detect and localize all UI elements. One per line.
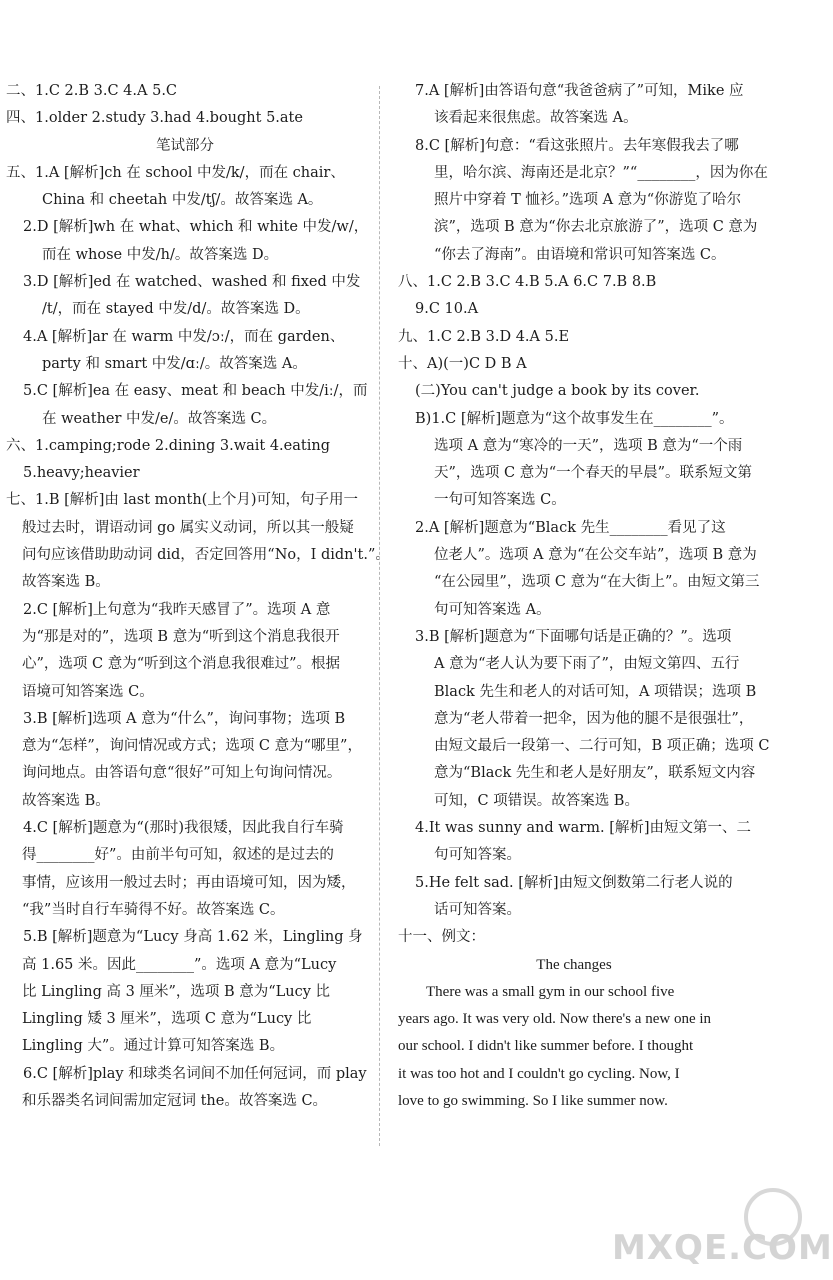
left-column-line: 般过去时，谓语动词 go 属实义动词，所以其一般疑: [22, 519, 354, 536]
right-column-line: 2.A [解析]题意为“Black 先生________看见了这: [415, 519, 726, 536]
right-column-line: years ago. It was very old. Now there's a new one in: [398, 1011, 712, 1028]
left-column-line: 问句应该借助助动词 did，否定回答用“No，I didn't.”。: [22, 547, 390, 564]
left-column-line: 五、1.A [解析]ch 在 school 中发/k/，而在 chair、: [6, 164, 345, 181]
left-column-line: 5.heavy;heavier: [23, 465, 140, 482]
right-column-line: There was a small gym in our school five: [426, 983, 675, 1000]
left-column-line: 2.D [解析]wh 在 what、which 和 white 中发/w/，: [23, 219, 369, 236]
right-column-line: 位老人”。选项 A 意为“在公交车站”，选项 B 意为: [434, 547, 757, 564]
right-column-line: 八、1.C 2.B 3.C 4.B 5.A 6.C 7.B 8.B: [398, 274, 657, 291]
left-column-line: 5.C [解析]ea 在 easy、meat 和 beach 中发/iː/，而: [23, 383, 368, 400]
left-column-line: 2.C [解析]上句意为“我昨天感冒了”。选项 A 意: [23, 601, 331, 618]
right-column-line: 7.A [解析]由答语句意“我爸爸病了”可知，Mike 应: [415, 83, 744, 99]
left-column-line: 得________好”。由前半句可知，叙述的是过去的: [22, 847, 334, 864]
column-divider: [379, 86, 380, 1146]
left-column-line: 为“那是对的”，选项 B 意为“听到这个消息我很开: [22, 628, 340, 645]
left-column-line: 故答案选 B。: [22, 574, 110, 591]
left-column-line: “我”当时自行车骑得不好。故答案选 C。: [22, 901, 285, 918]
left-column-line: 心”，选项 C 意为“听到这个消息我很难过”。根据: [22, 656, 341, 673]
left-column-line: 六、1.camping;rode 2.dining 3.wait 4.eating: [6, 437, 330, 454]
left-column-line: 意为“怎样”，询问情况或方式；选项 C 意为“哪里”，: [22, 738, 362, 755]
left-column-line: 故答案选 B。: [22, 792, 110, 809]
right-column-line: 里，哈尔滨、海南还是北京？”“________，因为你在: [434, 164, 768, 181]
right-column-line: 十、A)(一)C D B A: [398, 355, 527, 372]
left-column-line: 语境可知答案选 C。: [22, 683, 154, 700]
left-column-line: 3.B [解析]选项 A 意为“什么”，询问事物；选项 B: [23, 710, 346, 727]
left-column-line: party 和 smart 中发/ɑː/。故答案选 A。: [42, 355, 307, 372]
right-column-line: 选项 A 意为“寒冷的一天”，选项 B 意为“一个雨: [434, 437, 743, 454]
right-column: [398, 78, 770, 1115]
right-column-line: “在公园里”，选项 C 意为“在大街上”。由短文第三: [434, 574, 760, 591]
right-column-line: 滨”，选项 B 意为“你去北京旅游了”，选项 C 意为: [434, 219, 758, 236]
right-column-line: The changes: [536, 956, 612, 973]
left-column-line: 而在 whose 中发/h/。故答案选 D。: [42, 246, 279, 263]
left-column-line: 七、1.B [解析]由 last month(上个月)可知，句子用一: [6, 492, 358, 509]
left-column: [6, 78, 390, 1115]
right-column-line: it was too hot and I couldn't go cycling. Now, I: [398, 1065, 680, 1082]
left-column-line: China 和 cheetah 中发/tʃ/。故答案选 A。: [42, 192, 323, 209]
left-column-line: 3.D [解析]ed 在 watched、washed 和 fixed 中发: [23, 274, 361, 291]
left-column-line: 四、1.older 2.study 3.had 4.bought 5.ate: [6, 110, 303, 127]
left-column-line: 在 weather 中发/e/。故答案选 C。: [42, 410, 277, 427]
left-column-line: 询问地点。由答语句意“很好”可知上句询问情况。: [22, 765, 342, 782]
right-column-line: 九、1.C 2.B 3.D 4.A 5.E: [398, 328, 570, 345]
left-column-line: 和乐器类名词间需加定冠词 the。故答案选 C。: [22, 1092, 328, 1109]
right-column-line: our school. I didn't like summer before. I thought: [398, 1038, 694, 1055]
right-column-line: B)1.C [解析]题意为“这个故事发生在________”。: [415, 410, 734, 427]
right-column-line: 由短文最后一段第一、二行可知，B 项正确；选项 C: [434, 738, 770, 755]
right-column-line: A 意为“老人认为要下雨了”，由短文第四、五行: [434, 656, 740, 673]
right-column-line: 意为“老人带着一把伞，因为他的腿不是很强壮”，: [434, 710, 754, 727]
right-column-line: 5.He felt sad. [解析]由短文倒数第二行老人说的: [415, 874, 733, 891]
right-column-line: 意为“Black 先生和老人是好朋友”，联系短文内容: [434, 765, 756, 782]
right-column-line: Black 先生和老人的对话可知，A 项错误；选项 B: [434, 683, 757, 700]
right-column-line: love to go swimming. So I like summer now.: [398, 1092, 668, 1109]
right-column-line: 句可知答案。: [434, 847, 521, 864]
right-column-line: 话可知答案。: [434, 901, 521, 918]
watermark-url: MXQE.COM: [612, 1228, 833, 1268]
left-column-line: 事情，应该用一般过去时；再由语境可知，因为矮，: [22, 874, 356, 891]
right-column-line: 3.B [解析]题意为“下面哪句话是正确的？”。选项: [415, 628, 732, 645]
left-column-line: 比 Lingling 高 3 厘米”，选项 B 意为“Lucy 比: [22, 983, 331, 1000]
right-column-line: 该看起来很焦虑。故答案选 A。: [434, 110, 638, 127]
left-column-line: 笔试部分: [156, 137, 214, 154]
left-column-line: 4.C [解析]题意为“(那时)我很矮，因此我自行车骑: [23, 820, 344, 837]
left-column-line: /t/，而在 stayed 中发/d/。故答案选 D。: [42, 301, 310, 318]
right-column-line: “你去了海南”。由语境和常识可知答案选 C。: [434, 246, 726, 263]
left-column-line: Lingling 大”。通过计算可知答案选 B。: [22, 1038, 285, 1055]
right-column-line: 可知，C 项错误。故答案选 B。: [434, 792, 639, 809]
left-column-line: 5.B [解析]题意为“Lucy 身高 1.62 米，Lingling 身: [23, 929, 363, 946]
left-column-line: 高 1.65 米。因此________”。选项 A 意为“Lucy: [22, 956, 337, 973]
right-column-line: 9.C 10.A: [415, 301, 479, 318]
right-column-line: (二)You can't judge a book by its cover.: [415, 383, 700, 400]
right-column-line: 一句可知答案选 C。: [434, 492, 566, 509]
right-column-line: 天”，选项 C 意为“一个春天的早晨”。联系短文第: [434, 465, 753, 482]
left-column-line: 二、1.C 2.B 3.C 4.A 5.C: [6, 83, 178, 99]
right-column-line: 4.It was sunny and warm. [解析]由短文第一、二: [415, 820, 752, 837]
right-column-line: 照片中穿着 T 恤衫。”选项 A 意为“你游览了哈尔: [434, 192, 742, 209]
left-column-line: Lingling 矮 3 厘米”，选项 C 意为“Lucy 比: [22, 1011, 312, 1028]
left-column-line: 6.C [解析]play 和球类名词间不加任何冠词，而 play: [23, 1065, 367, 1082]
right-column-line: 句可知答案选 A。: [434, 601, 551, 618]
right-column-line: 十一、例文：: [398, 929, 485, 946]
right-column-line: 8.C [解析]句意：“看这张照片。去年寒假我去了哪: [415, 137, 739, 154]
left-column-line: 4.A [解析]ar 在 warm 中发/ɔː/，而在 garden、: [23, 328, 345, 345]
